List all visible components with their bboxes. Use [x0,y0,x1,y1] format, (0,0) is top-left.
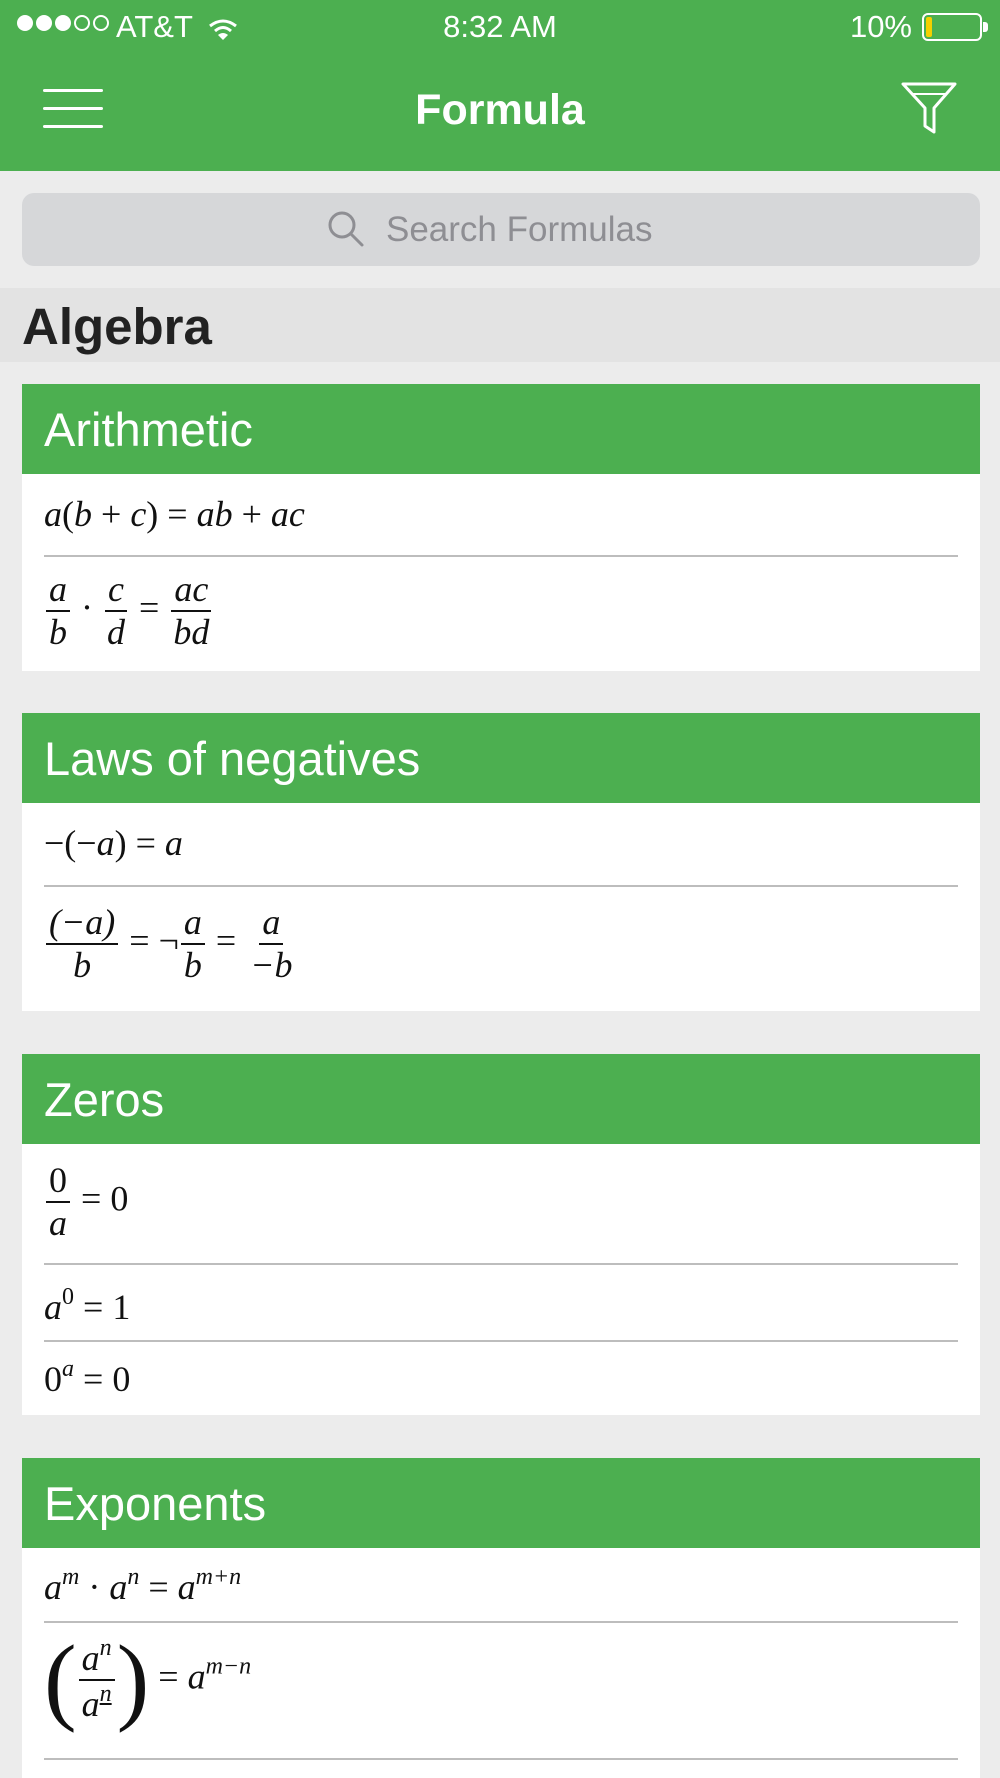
formula-zero-over-a: $\frac{0}{a}$ = 0 [44,1160,128,1245]
page-title: Formula [415,86,585,134]
navigation-bar [0,54,1000,171]
battery-percent: 10% [849,9,912,44]
formula-card-laws-of-negatives [22,713,980,1011]
funnel-filter-icon[interactable] [900,80,958,138]
magnifier-icon [327,210,365,257]
formula-row[interactable] [22,1623,980,1760]
formula-exponent-quotient: ( $\frac{a^n}{a^n}$ ) = $a^{m-n}$ [44,1626,252,1734]
carrier-label: AT&T [116,9,193,44]
formula-card-exponents [22,1458,980,1778]
status-time: 8:32 AM [443,9,557,44]
formula-row[interactable] [22,803,980,887]
formula-exponent-product: $a^m \cdot a^n = a^{m+n}$ [44,1564,242,1607]
formula-card-zeros [22,1054,980,1415]
status-bar [0,0,1000,54]
card-title: Arithmetic [22,384,980,474]
formula-fraction-product: $\frac{a}{b}$ · $\frac{c}{d}$ = $\frac{ac}{bd}$ [44,569,214,654]
formula-row[interactable] [22,1265,980,1342]
card-title: Zeros [22,1054,980,1144]
formula-zero-power-a: 0$^a$ = 0 [44,1356,131,1399]
app-header [0,0,1000,171]
search-placeholder: Search Formulas [386,210,653,249]
card-title: Exponents [22,1458,980,1548]
section-header-algebra [0,288,1000,362]
formula-row[interactable] [22,887,980,1011]
formula-card-arithmetic [22,384,980,671]
formula-row[interactable] [22,1144,980,1265]
formula-distributive: a(b + c) = ab + ac [44,494,305,534]
formula-a-power-zero: $a^0 = 1$ [44,1284,131,1327]
formula-negative-fraction: $\frac{(-a)}{b}$ = ¬ $\frac{a}{b}$ = $\frac{a}{-b}$ [44,902,298,987]
battery-icon [922,13,982,41]
section-title: Algebra [22,298,212,355]
divider [44,1758,958,1760]
search-input[interactable] [22,193,980,266]
formula-row[interactable] [22,1548,980,1623]
card-title: Laws of negatives [22,713,980,803]
formula-row[interactable] [22,557,980,671]
formula-row[interactable] [22,474,980,557]
formula-row[interactable] [22,1342,980,1415]
formula-double-negative: −(−a) = a [44,823,183,863]
